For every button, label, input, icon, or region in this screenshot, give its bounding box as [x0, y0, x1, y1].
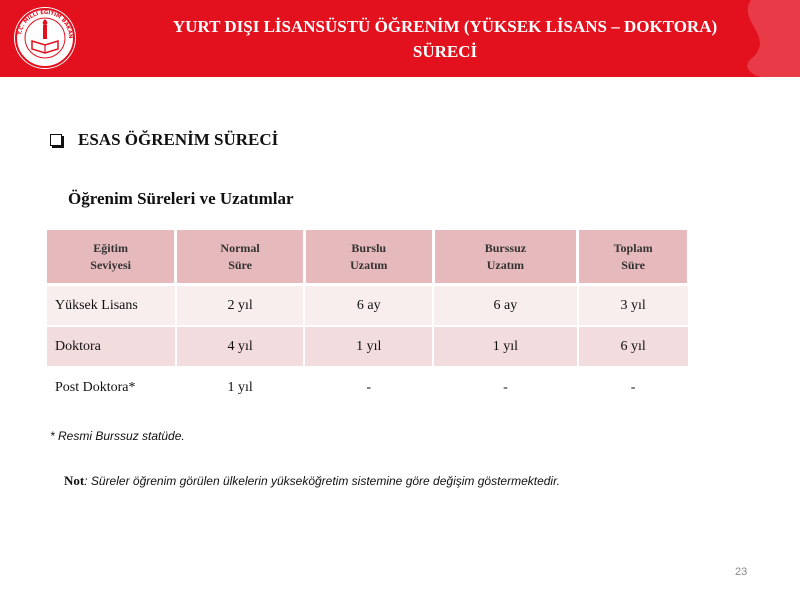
duration-table: [47, 230, 690, 409]
footnote: * Resmi Burssuz statüde.: [50, 429, 185, 443]
title-line-2: SÜRECİ: [412, 41, 478, 61]
header-cell-level: Eğitim Seviyesi: [47, 230, 176, 285]
table-cell: 6 ay: [433, 285, 578, 327]
header-cell-funded-extension: Burslu Uzatım: [304, 230, 433, 285]
table-cell: -: [433, 367, 578, 408]
note-text: : Süreler öğrenim görülen ülkelerin yükseköğretim sistemine göre değişim göstermektedir.: [84, 474, 560, 488]
table-cell: Doktora: [47, 326, 176, 367]
table-cell: -: [304, 367, 433, 408]
ministry-logo: [14, 7, 76, 69]
page-number: 23: [735, 566, 748, 578]
table-cell: -: [578, 367, 689, 408]
header-cell-total: Toplam Süre: [578, 230, 689, 285]
table-row: [47, 326, 689, 367]
ministry-emblem-icon: [14, 7, 76, 69]
table-cell: Post Doktora*: [47, 367, 176, 408]
table-cell: Yüksek Lisans: [47, 285, 176, 327]
header-bar: [0, 0, 800, 77]
table-row: [47, 285, 689, 327]
note-label: Not: [64, 473, 85, 488]
svg-text:T.C. MİLLÎ EĞİTİM BAKANLIĞI: T.C. MİLLÎ EĞİTİM BAKAN: [17, 9, 74, 39]
table-cell: 6 yıl: [578, 326, 689, 367]
title-line-1: YURT DIŞI LİSANSÜSTÜ ÖĞRENİM (YÜKSEK LİSANS – DOKTORA): [172, 16, 718, 36]
table-cell: 2 yıl: [176, 285, 305, 327]
section-heading-text: ESAS ÖĞRENİM SÜRECİ: [78, 130, 279, 149]
table-cell: 1 yıl: [433, 326, 578, 367]
table-cell: 1 yıl: [176, 367, 305, 408]
header-cell-unfunded-extension: Burssuz Uzatım: [433, 230, 578, 285]
table-row: [47, 367, 689, 408]
note: [64, 473, 560, 489]
section-heading: [50, 130, 278, 150]
checkbox-bullet-icon: [50, 134, 62, 146]
table-subtitle: Öğrenim Süreleri ve Uzatımlar: [68, 189, 294, 208]
table-cell: 3 yıl: [578, 285, 689, 327]
table-cell: 4 yıl: [176, 326, 305, 367]
table-cell: 1 yıl: [304, 326, 433, 367]
page-title: [100, 0, 790, 77]
table-cell: 6 ay: [304, 285, 433, 327]
header-cell-normal: Normal Süre: [176, 230, 305, 285]
table-header-row: [47, 230, 689, 285]
